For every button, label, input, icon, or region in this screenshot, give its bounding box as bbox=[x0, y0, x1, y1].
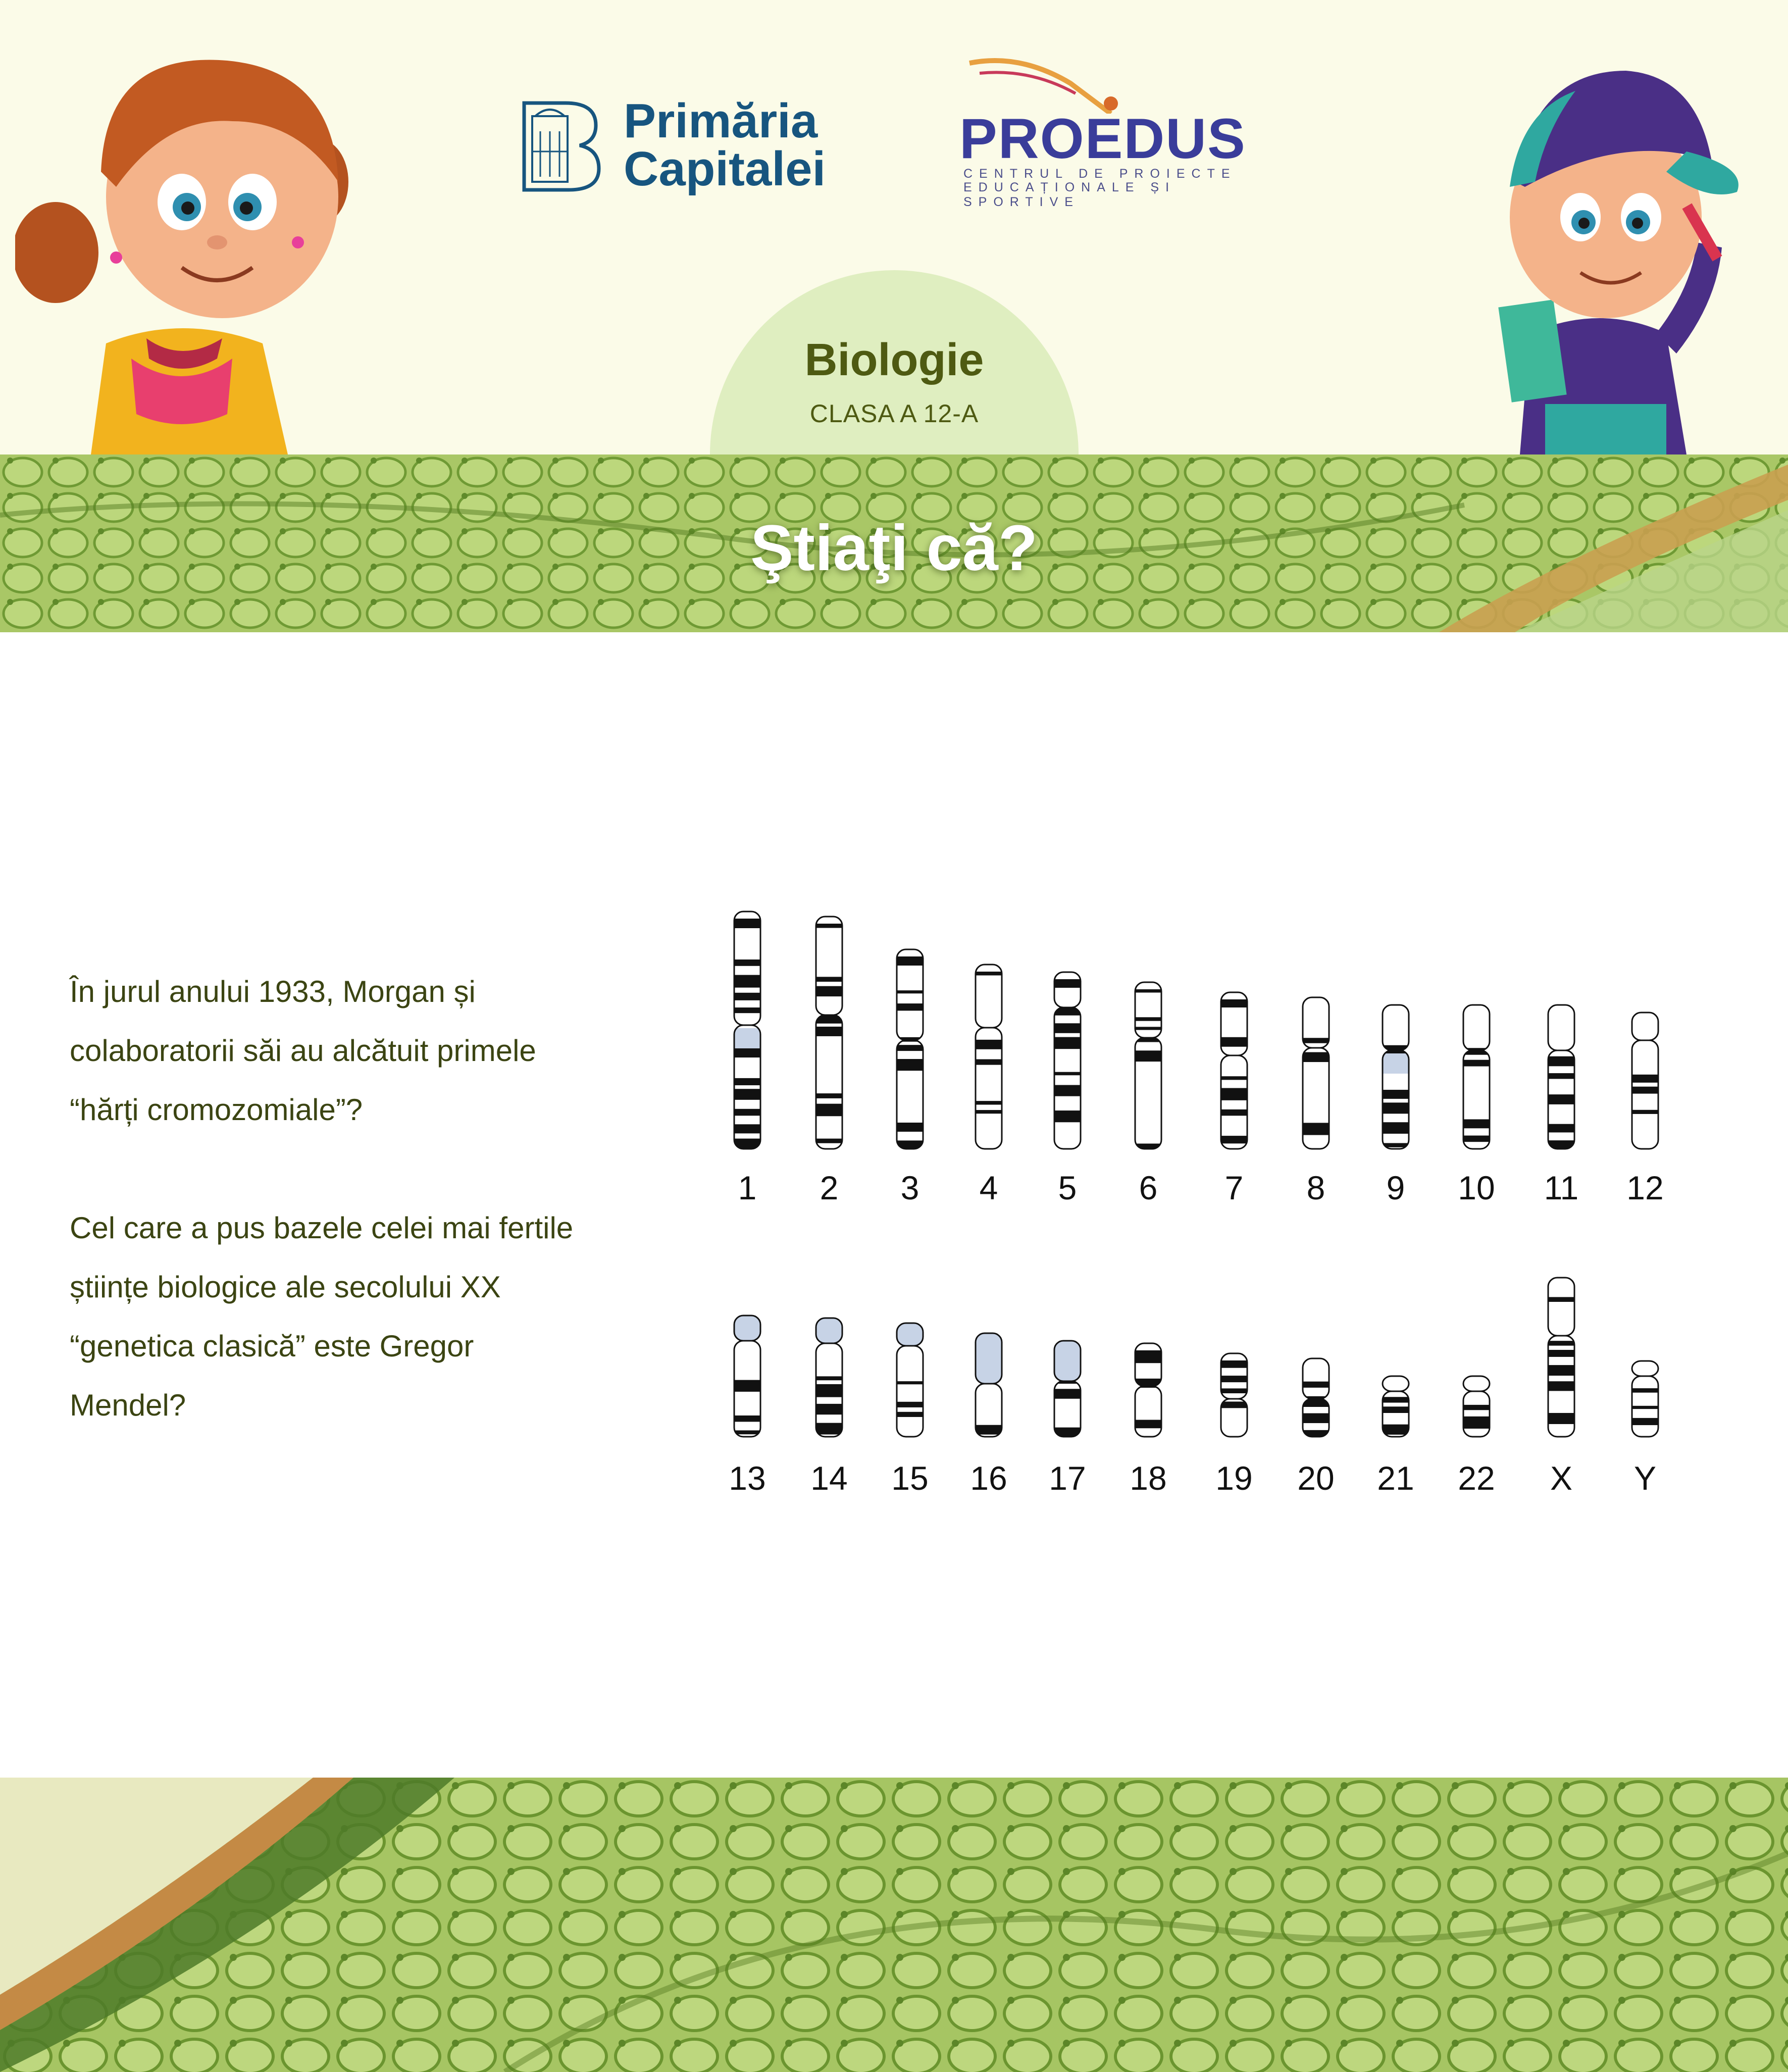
chromosome-13 bbox=[734, 1316, 760, 1437]
chromosome-8 bbox=[1303, 997, 1329, 1149]
chromosome-12 bbox=[1632, 1013, 1658, 1149]
chromosome-17 bbox=[1054, 1341, 1081, 1438]
chromosome-label-14: 14 bbox=[810, 1459, 848, 1497]
chromosome-label-10: 10 bbox=[1458, 1169, 1495, 1206]
subject-title: Biologie bbox=[804, 335, 984, 385]
primaria-b-emblem-icon bbox=[520, 101, 601, 192]
proedus-subtitle-line1: CENTRUL DE PROIECTE bbox=[963, 167, 1237, 181]
girl-character-illustration bbox=[15, 30, 369, 454]
chromosome-label-20: 20 bbox=[1297, 1459, 1335, 1497]
header bbox=[0, 0, 1788, 454]
chromosome-label-13: 13 bbox=[729, 1459, 766, 1497]
chromosome-label-16: 16 bbox=[970, 1459, 1007, 1497]
chromosome-label-Y: Y bbox=[1633, 1459, 1657, 1497]
chromosome-label-3: 3 bbox=[900, 1169, 919, 1206]
chromosome-label-4: 4 bbox=[979, 1169, 998, 1206]
fact-text bbox=[70, 962, 575, 1435]
chromosome-Y bbox=[1632, 1361, 1658, 1437]
chromosome-label-9: 9 bbox=[1386, 1169, 1405, 1206]
chromosome-label-12: 12 bbox=[1626, 1169, 1664, 1206]
proedus-subtitle-line2: EDUCAȚIONALE ȘI SPORTIVE bbox=[963, 180, 1176, 209]
primaria-capitalei-logo bbox=[520, 96, 863, 197]
proedus-logo bbox=[959, 53, 1262, 209]
chromosome-7 bbox=[1221, 992, 1247, 1149]
subject-class-label: CLASA A 12-A bbox=[809, 399, 979, 428]
chromosome-1 bbox=[734, 912, 760, 1150]
chromosome-14 bbox=[816, 1318, 842, 1437]
chromosome-16 bbox=[976, 1333, 1002, 1437]
chromosome-18 bbox=[1135, 1343, 1161, 1437]
plant-tissue-texture-footer bbox=[0, 1778, 1788, 2072]
fact-paragraph-2: Cel care a pus bazele celei mai fertile științe biologice ale secolului XX “genetica clasică” este Gregor Mendel? bbox=[70, 1211, 574, 1422]
chromosome-5 bbox=[1054, 972, 1081, 1149]
chromosome-10 bbox=[1463, 1005, 1490, 1149]
chromosome-label-11: 11 bbox=[1544, 1169, 1579, 1206]
proedus-flame-icon bbox=[959, 53, 1262, 114]
primaria-logo-line1: Primăria bbox=[624, 94, 818, 148]
chromosome-2 bbox=[816, 917, 842, 1149]
chromosome-label-7: 7 bbox=[1224, 1169, 1244, 1206]
chromosome-X bbox=[1548, 1278, 1574, 1437]
chromosome-label-8: 8 bbox=[1306, 1169, 1325, 1206]
chromosome-label-17: 17 bbox=[1049, 1459, 1086, 1497]
fact-paragraph-1: În jurul anului 1933, Morgan și colaboratorii săi au alcătuit primele “hărți cromozomiale”? bbox=[70, 975, 536, 1127]
chromosome-21 bbox=[1383, 1376, 1409, 1437]
chromosome-label-1: 1 bbox=[738, 1169, 757, 1206]
chromosome-label-5: 5 bbox=[1058, 1169, 1077, 1206]
chromosome-11 bbox=[1548, 1005, 1574, 1150]
chromosome-3 bbox=[897, 949, 923, 1149]
chromosome-label-2: 2 bbox=[820, 1169, 839, 1206]
chromosome-4 bbox=[976, 965, 1002, 1149]
primaria-logo-line2: Capitalei bbox=[624, 142, 826, 196]
chromosome-19 bbox=[1221, 1353, 1247, 1437]
chromosome-label-21: 21 bbox=[1377, 1459, 1414, 1497]
karyotype-svg bbox=[707, 889, 1717, 1525]
banner-title: Ştiaţi că? bbox=[750, 512, 1038, 584]
chromosome-label-15: 15 bbox=[891, 1459, 929, 1497]
chromosome-9 bbox=[1383, 1005, 1409, 1149]
chromosome-22 bbox=[1463, 1376, 1490, 1437]
proedus-wordmark: PROEDUS bbox=[959, 107, 1246, 170]
chromosome-label-X: X bbox=[1550, 1459, 1573, 1497]
chromosome-label-22: 22 bbox=[1458, 1459, 1495, 1497]
karyotype-diagram bbox=[707, 889, 1717, 1525]
chromosome-15 bbox=[897, 1323, 923, 1437]
chromosome-label-6: 6 bbox=[1139, 1169, 1158, 1206]
chromosome-6 bbox=[1135, 982, 1161, 1151]
chromosome-label-19: 19 bbox=[1215, 1459, 1253, 1497]
boy-character-illustration bbox=[1474, 50, 1757, 454]
chromosome-label-18: 18 bbox=[1130, 1459, 1167, 1497]
tissue-footer bbox=[0, 1778, 1788, 2072]
chromosome-20 bbox=[1303, 1358, 1329, 1438]
